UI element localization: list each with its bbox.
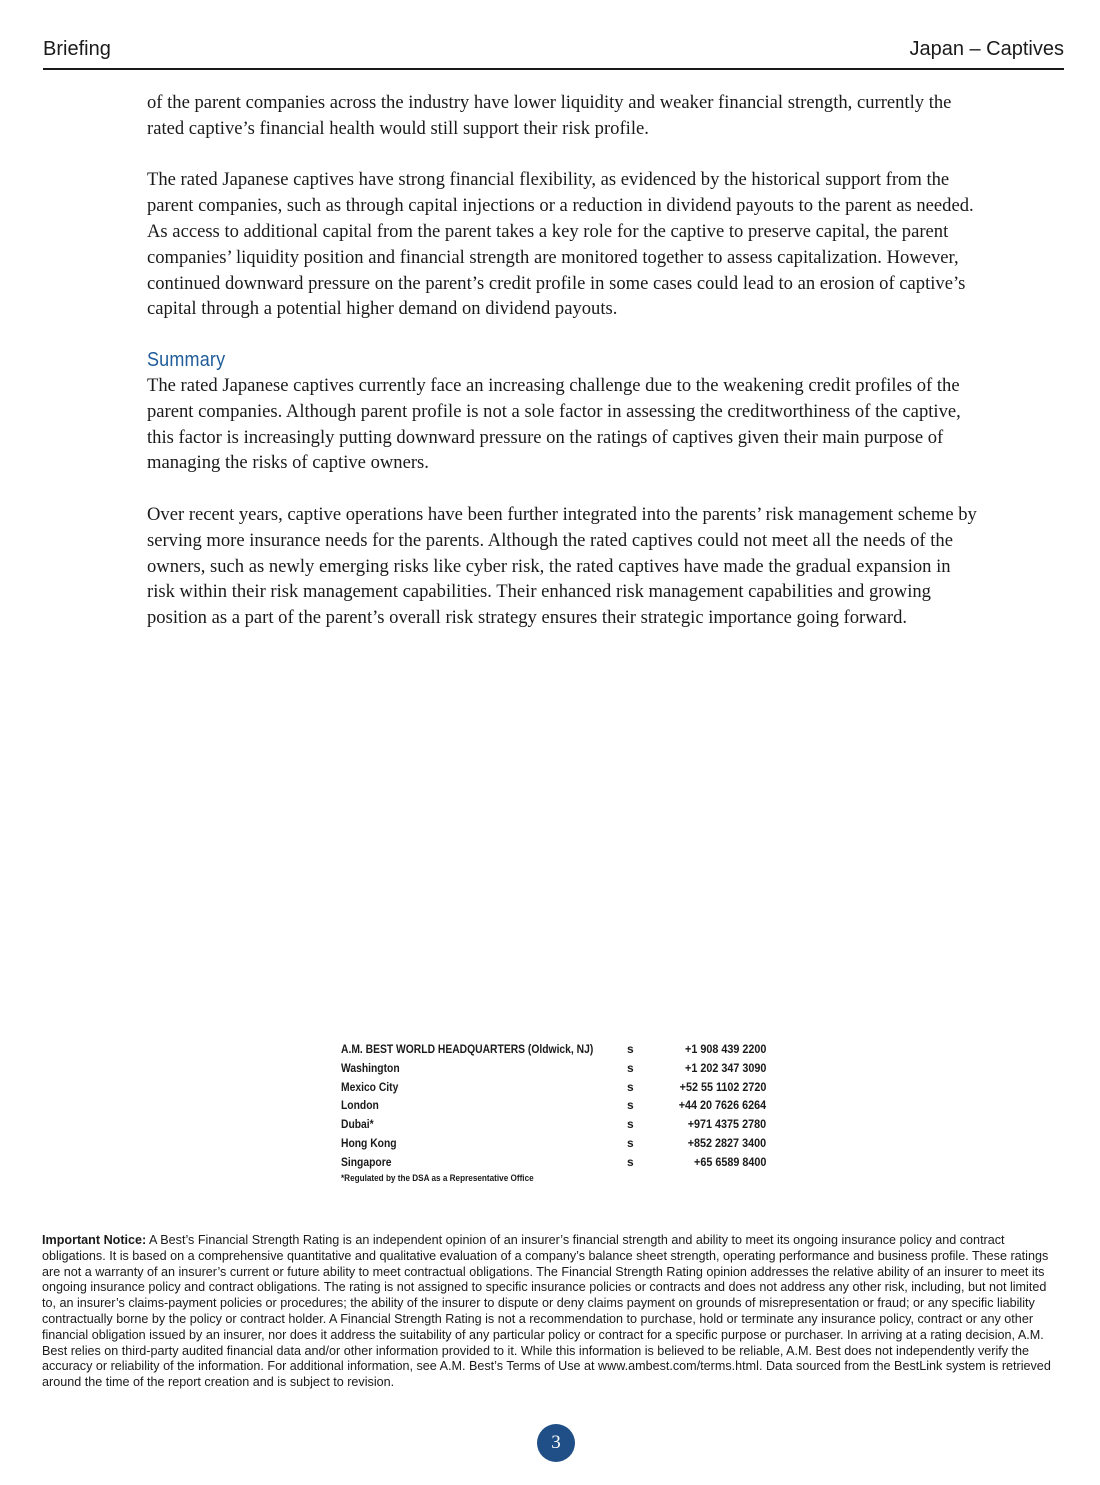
office-phone: +44 20 7626 6264: [678, 1098, 766, 1113]
notice-label: Important Notice:: [42, 1233, 147, 1247]
paragraph-2: The rated Japanese captives have strong financial flexibility, as evidenced by the historical support from the parent companies, such as through capital injections or a reduction in dividend payouts to the parent as needed. As access to additional capital from the parent takes a key role for the captive to preserve capital, the parent companies’ liquidity position and financial strength are monitored together to assess capitalization. However, continued downward pressure on the parent’s credit profile in some cases could lead to an erosion of captive’s capital through a potential higher demand on dividend payouts.: [147, 169, 974, 320]
paragraph-3: The rated Japanese captives currently face an increasing challenge due to the weakening credit profiles of the parent companies. Although parent profile is not a sole factor in assessing the creditworthiness of the captive, this factor is increasingly putting downward pressure on the ratings of captives given their main purpose of managing the risks of captive owners.: [147, 374, 961, 474]
office-name: Singapore: [341, 1154, 392, 1169]
header-section-label: Briefing: [43, 38, 111, 60]
contact-separator: s: [627, 1135, 634, 1150]
important-notice: [42, 1233, 1060, 1391]
contact-row: [341, 1115, 771, 1134]
contact-row: [341, 1134, 771, 1153]
contact-row: [341, 1040, 771, 1059]
office-phone: +1 202 347 3090: [684, 1060, 766, 1075]
article-body: [147, 90, 977, 657]
notice-text: A Best’s Financial Strength Rating is an independent opinion of an insurer’s financial strength and ability to meet its ongoing insurance policy and contract obligations. It is based on a comprehensive quantitative and qualitative evaluation of a company’s balance sheet strength, operating performance and business profile. These ratings are not a warranty of an insurer’s current or future ability to meet contractual obligations. The Financial Strength Rating opinion addresses the relative ability of an insurer to meet its ongoing insurance policy and contract obligations. The rating is not assigned to specific insurance policies or contracts and does not address any other risk, including, but not limited to, an insurer’s claims-payment policies or procedures; the ability of the insurer to dispute or deny claims payment on grounds of misrepresentation or fraud; or any specific liability contractually borne by the policy or contract holder. A Financial Strength Rating is not a recommendation to purchase, hold or terminate any insurance policy, contract or any other financial obligation issued by an insurer, nor does it address the suitability of any particular policy or contract for a specific purpose or purchaser. In arriving at a rating decision, A.M. Best relies on third-party audited financial data and/or other information provided to it. While this information is believed to be reliable, A.M. Best does not independently verify the accuracy or reliability of the information. For additional information, see A.M. Best’s Terms of Use at www.ambest.com/terms.html. Data sourced from the BestLink system is retrieved around the time of the report creation and is subject to revision.: [42, 1233, 1051, 1390]
contact-row: [341, 1078, 771, 1097]
page-number-badge: [537, 1424, 575, 1462]
office-name: Dubai*: [341, 1117, 374, 1132]
office-name: A.M. BEST WORLD HEADQUARTERS (Oldwick, NJ): [341, 1042, 594, 1056]
office-name: Washington: [341, 1060, 400, 1075]
summary-heading: Summary: [147, 348, 226, 371]
page-header: [43, 38, 1064, 70]
office-phone: +852 2827 3400: [687, 1135, 766, 1150]
contact-separator: s: [627, 1117, 634, 1132]
contact-separator: s: [627, 1042, 634, 1056]
contact-separator: s: [627, 1154, 634, 1169]
contacts-footnote: *Regulated by the DSA as a Representative Office: [341, 1172, 534, 1184]
contact-separator: s: [627, 1079, 634, 1094]
contact-row: [341, 1153, 771, 1172]
contact-row: [341, 1096, 771, 1115]
header-report-title: Japan – Captives: [909, 38, 1064, 60]
office-phone: +1 908 439 2200: [684, 1042, 766, 1056]
office-contacts: [341, 1040, 771, 1186]
office-phone: +52 55 1102 2720: [679, 1079, 766, 1094]
office-phone: +65 6589 8400: [693, 1154, 766, 1169]
office-name: Hong Kong: [341, 1135, 397, 1150]
page-number: 3: [551, 1432, 561, 1453]
contact-separator: s: [627, 1098, 634, 1113]
office-phone: +971 4375 2780: [687, 1117, 766, 1132]
contact-row: [341, 1059, 771, 1078]
paragraph-1: of the parent companies across the industry have lower liquidity and weaker financial strength, currently the rated captive’s financial health would still support their risk profile.: [147, 92, 952, 139]
office-name: Mexico City: [341, 1079, 399, 1094]
office-name: London: [341, 1098, 379, 1113]
paragraph-4: Over recent years, captive operations have been further integrated into the parents’ risk management scheme by serving more insurance needs for the parents. Although the rated captives could not meet all the needs of the owners, such as newly emerging risks like cyber risk, the rated captives have made the gradual expansion in risk within their risk management capabilities. Their enhanced risk management capabilities and growing position as a part of the parent’s overall risk strategy ensures their strategic importance going forward.: [147, 503, 977, 629]
contact-separator: s: [627, 1060, 634, 1075]
